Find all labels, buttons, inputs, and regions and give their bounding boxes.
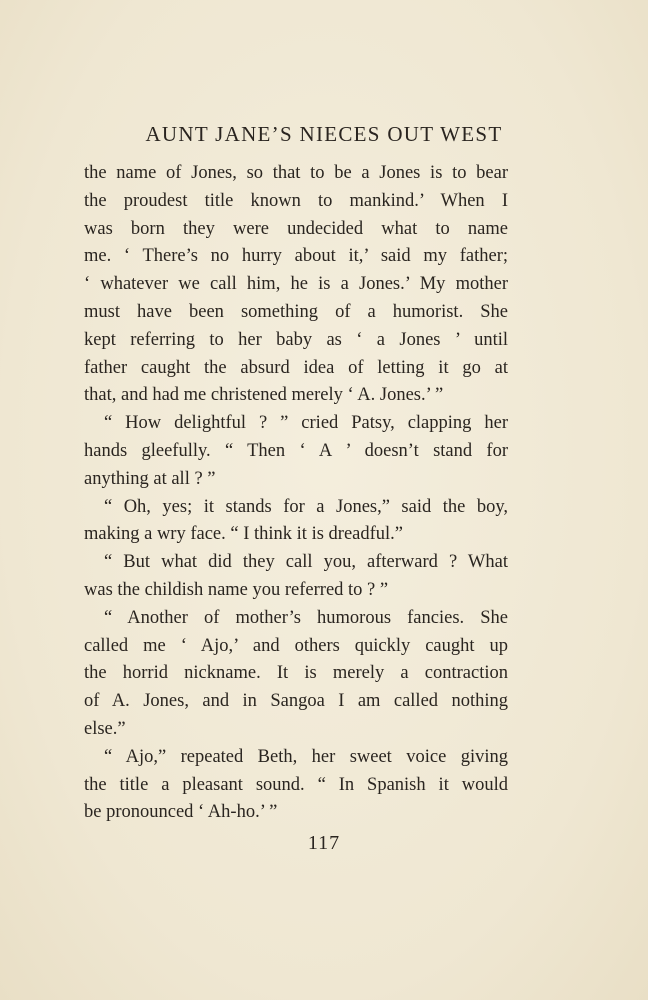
- text-line: ‘ whatever we call him, he is a Jones.’ My mother: [84, 274, 508, 295]
- text-line: the horrid nickname. It is merely a contraction: [84, 663, 508, 684]
- text-line: “ Ajo,” repeated Beth, her sweet voice giving: [104, 746, 508, 767]
- running-header: AUNT JANE’S NIECES OUT WEST: [145, 122, 503, 146]
- text-line: called me ‘ Ajo,’ and others quickly caught up: [84, 635, 508, 656]
- text-line: making a wry face. “ I think it is dreadful.”: [84, 524, 404, 545]
- text-line: me. ‘ There’s no hurry about it,’ said my father;: [84, 246, 508, 267]
- text-line: must have been something of a humorist. She: [84, 301, 508, 322]
- text-line: be pronounced ‘ Ah-ho.’ ”: [84, 802, 278, 823]
- text-line: that, and had me christened merely ‘ A. Jones.’ ”: [84, 385, 444, 406]
- page-number: 117: [307, 832, 341, 854]
- text-line: “ But what did they call you, afterward ? What: [104, 552, 508, 573]
- text-line: kept referring to her baby as ‘ a Jones ’ until: [84, 329, 508, 350]
- text-line: anything at all ? ”: [84, 468, 216, 489]
- text-line: “ Oh, yes; it stands for a Jones,” said the boy,: [104, 496, 508, 517]
- text-line: father caught the absurd idea of letting it go at: [84, 357, 508, 378]
- text-line: of A. Jones, and in Sangoa I am called nothing: [84, 691, 508, 712]
- text-line: the proudest title known to mankind.’ When I: [84, 190, 508, 211]
- text-line: the name of Jones, so that to be a Jones is to bear: [84, 163, 508, 183]
- text-line: was born they were undecided what to name: [84, 218, 508, 239]
- text-line: “ How delightful ? ” cried Patsy, clapping her: [104, 413, 508, 434]
- text-line: the title a pleasant sound. “ In Spanish it would: [84, 774, 508, 795]
- text-line: “ Another of mother’s humorous fancies. She: [104, 607, 508, 628]
- text-line: else.”: [84, 718, 126, 739]
- body-text: [84, 160, 508, 827]
- text-line: hands gleefully. “ Then ‘ A ’ doesn’t stand for: [84, 440, 508, 461]
- text-line: was the childish name you referred to ? ”: [84, 579, 389, 600]
